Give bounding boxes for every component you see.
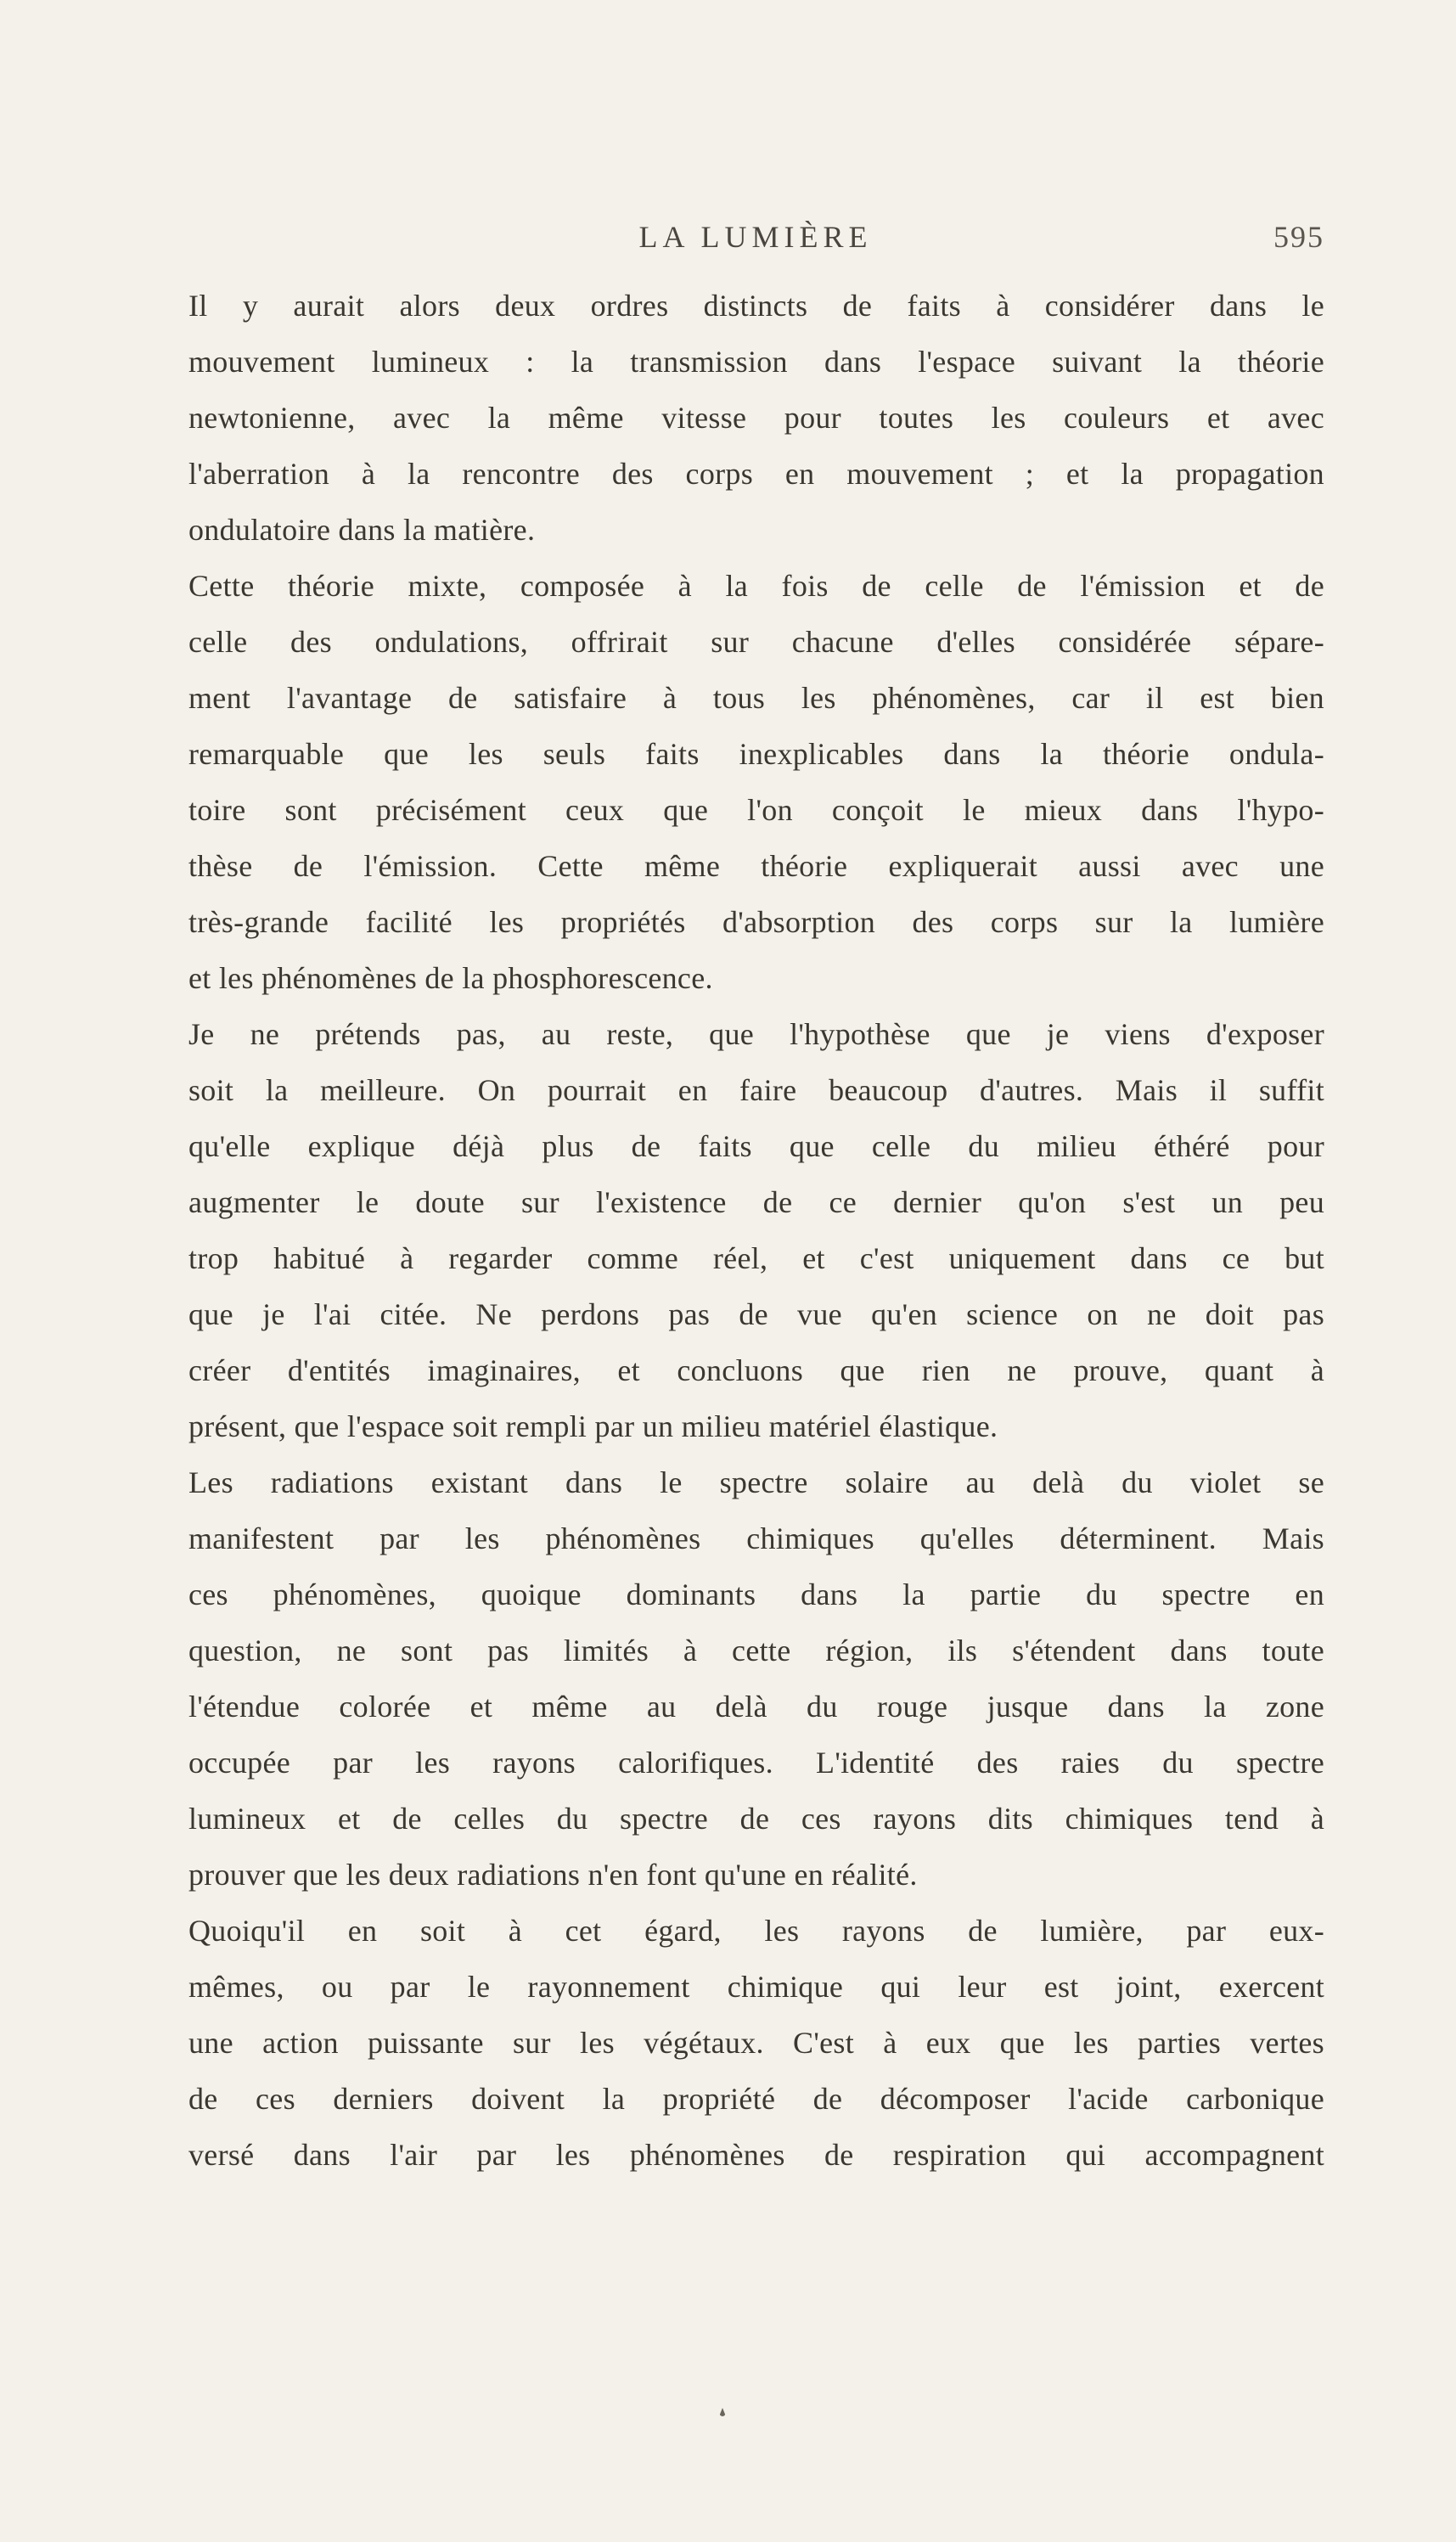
text-line: prouver que les deux radiations n'en font qu'une en réalité. [188, 1858, 918, 1892]
text-line: ondulatoire dans la matière. [188, 513, 536, 547]
text-line: Je ne prétends pas, au reste, que l'hypothèse que je viens d'exposer [188, 1017, 1324, 1051]
text-line: très-grande facilité les propriétés d'absorption des corps sur la lumière [188, 905, 1324, 939]
text-line: augmenter le doute sur l'existence de ce dernier qu'on s'est un peu [188, 1185, 1324, 1219]
text-line: Les radiations existant dans le spectre solaire au delà du violet se [188, 1465, 1324, 1499]
running-head-title: LA LUMIÈRE [638, 220, 873, 254]
paragraph [188, 278, 1324, 558]
paragraph [188, 1454, 1324, 1903]
text-line: toire sont précisément ceux que l'on conçoit le mieux dans l'hypo- [188, 793, 1324, 827]
paragraph [188, 1006, 1324, 1454]
text-line: mêmes, ou par le rayonnement chimique qui leur est joint, exercent [188, 1970, 1324, 2004]
text-line: occupée par les rayons calorifiques. L'identité des raies du spectre [188, 1746, 1324, 1780]
text-line: ces phénomènes, quoique dominants dans la partie du spectre en [188, 1578, 1324, 1611]
text-line: versé dans l'air par les phénomènes de respiration qui accompagnent [188, 2138, 1324, 2172]
text-line: thèse de l'émission. Cette même théorie expliquerait aussi avec une [188, 849, 1324, 883]
text-line: une action puissante sur les végétaux. C'est à eux que les parties vertes [188, 2026, 1324, 2060]
paragraph [188, 1903, 1324, 2183]
text-line: soit la meilleure. On pourrait en faire beaucoup d'autres. Mais il suffit [188, 1073, 1324, 1107]
text-line: présent, que l'espace soit rempli par un milieu matériel élastique. [188, 1409, 998, 1443]
text-line: Quoiqu'il en soit à cet égard, les rayons de lumière, par eux- [188, 1914, 1324, 1948]
print-mark [719, 2408, 726, 2416]
text-line: remarquable que les seuls faits inexplicables dans la théorie ondula- [188, 737, 1324, 771]
text-line: Cette théorie mixte, composée à la fois de celle de l'émission et de [188, 569, 1324, 603]
text-line: créer d'entités imaginaires, et concluons que rien ne prouve, quant à [188, 1353, 1324, 1387]
text-line: newtonienne, avec la même vitesse pour toutes les couleurs et avec [188, 401, 1324, 435]
text-line: trop habitué à regarder comme réel, et c'est uniquement dans ce but [188, 1241, 1324, 1275]
text-line: et les phénomènes de la phosphorescence. [188, 961, 713, 995]
paragraph [188, 558, 1324, 1006]
body-text [188, 278, 1324, 2183]
running-head [187, 219, 1324, 262]
text-line: manifestent par les phénomènes chimiques qu'elles déterminent. Mais [188, 1521, 1324, 1555]
text-line: question, ne sont pas limités à cette région, ils s'étendent dans toute [188, 1634, 1324, 1667]
text-line: Il y aurait alors deux ordres distincts de faits à considérer dans le [188, 289, 1324, 323]
text-line: celle des ondulations, offrirait sur chacune d'elles considérée sépare- [188, 625, 1324, 659]
text-line: que je l'ai citée. Ne perdons pas de vue qu'en science on ne doit pas [188, 1297, 1324, 1331]
text-line: l'étendue colorée et même au delà du rouge jusque dans la zone [188, 1690, 1324, 1724]
text-line: ment l'avantage de satisfaire à tous les phénomènes, car il est bien [188, 681, 1324, 715]
text-line: lumineux et de celles du spectre de ces rayons dits chimiques tend à [188, 1802, 1324, 1836]
text-line: de ces derniers doivent la propriété de décomposer l'acide carbonique [188, 2082, 1324, 2116]
text-line: mouvement lumineux : la transmission dans l'espace suivant la théorie [188, 345, 1324, 379]
text-line: qu'elle explique déjà plus de faits que celle du milieu éthéré pour [188, 1129, 1324, 1163]
text-line: l'aberration à la rencontre des corps en mouvement ; et la propagation [188, 457, 1324, 491]
page-number: 595 [1273, 220, 1324, 254]
